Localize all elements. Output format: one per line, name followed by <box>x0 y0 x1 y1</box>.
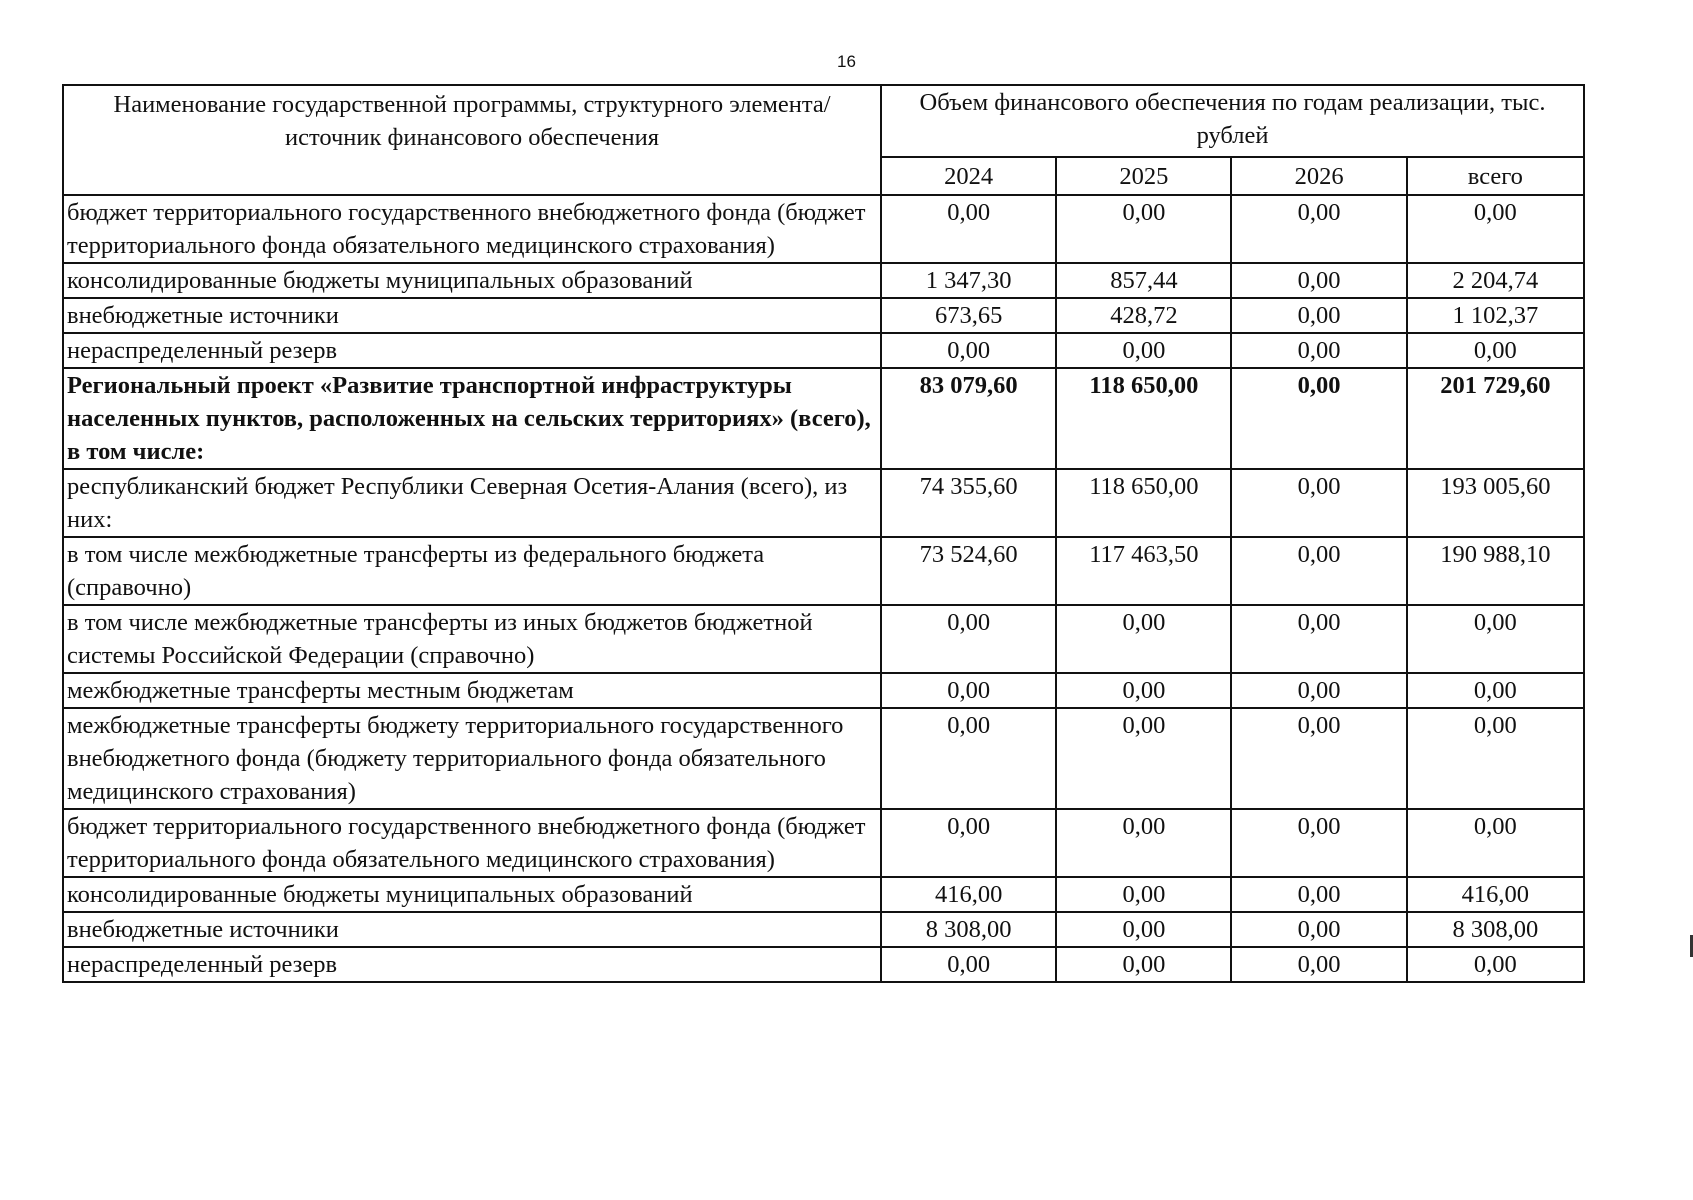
value-2024: 0,00 <box>881 333 1056 368</box>
value-2024: 0,00 <box>881 809 1056 877</box>
table-row <box>63 537 1584 605</box>
value-2026: 0,00 <box>1231 708 1406 809</box>
value-2026: 0,00 <box>1231 368 1406 469</box>
table-row <box>63 673 1584 708</box>
value-2025: 0,00 <box>1056 605 1231 673</box>
row-label: бюджет территориального государственного внебюджетного фонда (бюджет территориального фонда обязательного медицинского страхования) <box>63 809 881 877</box>
value-2025: 0,00 <box>1056 333 1231 368</box>
value-2024: 73 524,60 <box>881 537 1056 605</box>
page-number: 16 <box>837 52 856 71</box>
value-total: 1 102,37 <box>1407 298 1584 333</box>
value-2024: 673,65 <box>881 298 1056 333</box>
table-row <box>63 469 1584 537</box>
table-body <box>63 195 1584 982</box>
value-total: 0,00 <box>1407 809 1584 877</box>
table-row <box>63 708 1584 809</box>
value-total: 0,00 <box>1407 605 1584 673</box>
value-total: 0,00 <box>1407 333 1584 368</box>
row-label: республиканский бюджет Республики Северная Осетия-Алания (всего), из них: <box>63 469 881 537</box>
value-2026: 0,00 <box>1231 877 1406 912</box>
row-label: межбюджетные трансферты бюджету территориального государственного внебюджетного фонда (бюджету территориального фонда обязательного медицинского страхования) <box>63 708 881 809</box>
row-label: межбюджетные трансферты местным бюджетам <box>63 673 881 708</box>
table-row <box>63 263 1584 298</box>
row-label: в том числе межбюджетные трансферты из федерального бюджета (справочно) <box>63 537 881 605</box>
value-2026: 0,00 <box>1231 195 1406 263</box>
value-2024: 83 079,60 <box>881 368 1056 469</box>
value-2025: 0,00 <box>1056 809 1231 877</box>
value-2026: 0,00 <box>1231 912 1406 947</box>
value-2024: 8 308,00 <box>881 912 1056 947</box>
row-label: нераспределенный резерв <box>63 947 881 982</box>
value-2026: 0,00 <box>1231 469 1406 537</box>
table-header <box>63 85 1584 195</box>
value-2025: 0,00 <box>1056 195 1231 263</box>
header-year-2024: 2024 <box>881 157 1056 195</box>
value-2024: 0,00 <box>881 605 1056 673</box>
value-2024: 0,00 <box>881 195 1056 263</box>
value-2025: 0,00 <box>1056 912 1231 947</box>
value-2025: 118 650,00 <box>1056 368 1231 469</box>
value-2025: 0,00 <box>1056 877 1231 912</box>
value-2024: 1 347,30 <box>881 263 1056 298</box>
value-2024: 0,00 <box>881 708 1056 809</box>
value-total: 0,00 <box>1407 708 1584 809</box>
value-total: 8 308,00 <box>1407 912 1584 947</box>
header-year-2026: 2026 <box>1231 157 1406 195</box>
value-total: 190 988,10 <box>1407 537 1584 605</box>
row-label: бюджет территориального государственного внебюджетного фонда (бюджет территориального фонда обязательного медицинского страхования) <box>63 195 881 263</box>
header-year-2025: 2025 <box>1056 157 1231 195</box>
value-total: 193 005,60 <box>1407 469 1584 537</box>
value-2026: 0,00 <box>1231 537 1406 605</box>
value-2024: 416,00 <box>881 877 1056 912</box>
table-row <box>63 333 1584 368</box>
table-row <box>63 877 1584 912</box>
value-2026: 0,00 <box>1231 263 1406 298</box>
row-label: внебюджетные источники <box>63 912 881 947</box>
row-label: нераспределенный резерв <box>63 333 881 368</box>
value-total: 0,00 <box>1407 673 1584 708</box>
value-total: 0,00 <box>1407 947 1584 982</box>
value-2024: 0,00 <box>881 673 1056 708</box>
row-label: консолидированные бюджеты муниципальных образований <box>63 263 881 298</box>
value-2025: 0,00 <box>1056 673 1231 708</box>
value-2026: 0,00 <box>1231 605 1406 673</box>
value-2025: 0,00 <box>1056 708 1231 809</box>
value-2026: 0,00 <box>1231 333 1406 368</box>
row-label: Региональный проект «Развитие транспортной инфраструктуры населенных пунктов, расположенных на сельских территориях» (всего), в том числе: <box>63 368 881 469</box>
table-row <box>63 368 1584 469</box>
table-row <box>63 605 1584 673</box>
value-2025: 857,44 <box>1056 263 1231 298</box>
header-total: всего <box>1407 157 1584 195</box>
value-2026: 0,00 <box>1231 947 1406 982</box>
financing-table <box>62 84 1585 983</box>
table-row <box>63 912 1584 947</box>
table-row <box>63 809 1584 877</box>
table-row <box>63 195 1584 263</box>
table-row <box>63 947 1584 982</box>
row-label: консолидированные бюджеты муниципальных образований <box>63 877 881 912</box>
header-name-column: Наименование государственной программы, структурного элемента/источник финансового обеспечения <box>63 85 881 195</box>
value-2025: 117 463,50 <box>1056 537 1231 605</box>
row-label: в том числе межбюджетные трансферты из иных бюджетов бюджетной системы Российской Федерации (справочно) <box>63 605 881 673</box>
header-volume-column: Объем финансового обеспечения по годам реализации, тыс. рублей <box>881 85 1584 157</box>
value-2026: 0,00 <box>1231 809 1406 877</box>
value-2024: 0,00 <box>881 947 1056 982</box>
value-2025: 0,00 <box>1056 947 1231 982</box>
value-total: 0,00 <box>1407 195 1584 263</box>
row-label: внебюджетные источники <box>63 298 881 333</box>
table-row <box>63 298 1584 333</box>
value-total: 416,00 <box>1407 877 1584 912</box>
value-total: 2 204,74 <box>1407 263 1584 298</box>
value-2024: 74 355,60 <box>881 469 1056 537</box>
value-2026: 0,00 <box>1231 298 1406 333</box>
value-total: 201 729,60 <box>1407 368 1584 469</box>
value-2026: 0,00 <box>1231 673 1406 708</box>
value-2025: 428,72 <box>1056 298 1231 333</box>
value-2025: 118 650,00 <box>1056 469 1231 537</box>
